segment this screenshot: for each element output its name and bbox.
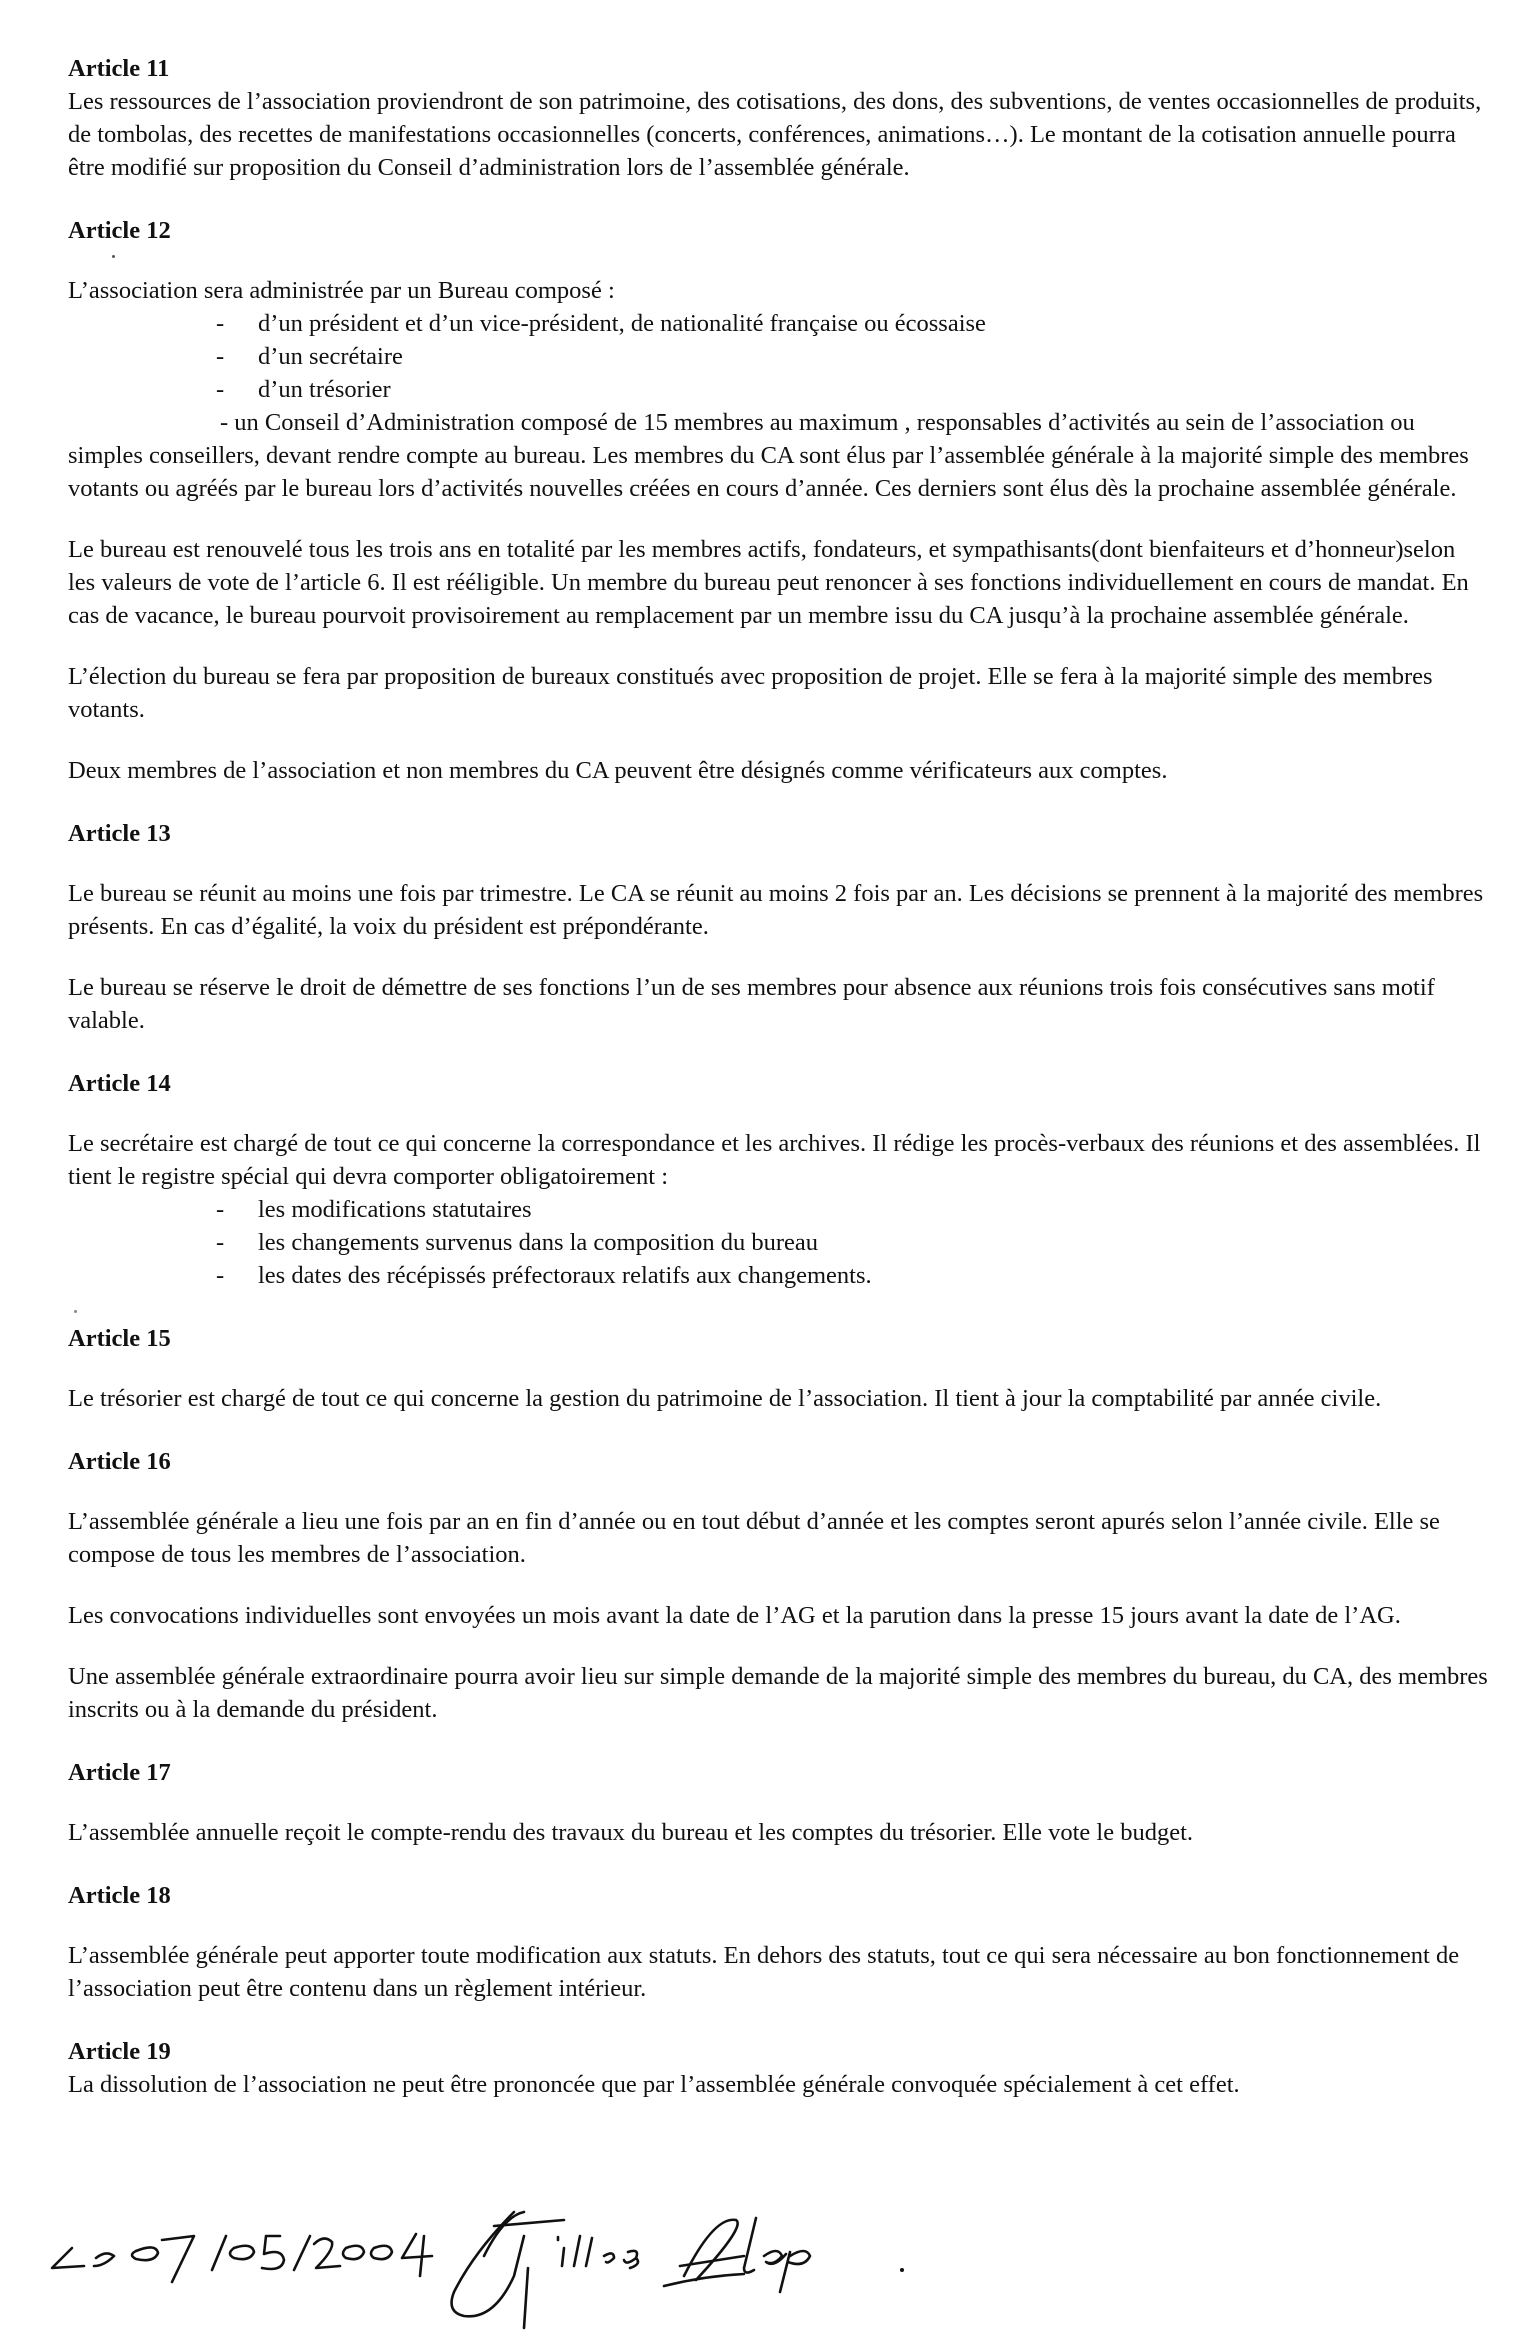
article-paragraph: Deux membres de l’association et non membres du CA peuvent être désignés comme vérificateurs aux comptes. <box>68 757 1168 784</box>
handwritten-name-gilles <box>452 2212 638 2328</box>
handwritten-date <box>52 2234 432 2282</box>
list-item: - d’un trésorier <box>68 373 1488 406</box>
article-19 <box>68 2035 1488 2101</box>
article-title: Article 12 <box>68 217 171 244</box>
article-title: Article 17 <box>68 1759 171 1786</box>
list-item: - les dates des récépissés préfectoraux relatifs aux changements. <box>68 1259 1488 1292</box>
article-paragraph: Le trésorier est chargé de tout ce qui concerne la gestion du patrimoine de l’association. Il tient à jour la comptabilité par année civile. <box>68 1385 1382 1412</box>
article-intro: Le secrétaire est chargé de tout ce qui concerne la correspondance et les archives. Il rédige les procès-verbaux des réunions et des assemblées. Il tient le registre spécial qui devra comporter obligatoirement : <box>68 1130 1481 1190</box>
ca-paragraph <box>68 406 1488 505</box>
article-title: Article 15 <box>68 1325 171 1352</box>
list-item: - les modifications statutaires <box>68 1193 1488 1226</box>
article-paragraph: La dissolution de l’association ne peut être prononcée que par l’assemblée générale convoquée spécialement à cet effet. <box>68 2071 1240 2098</box>
list-item: - d’un secrétaire <box>68 340 1488 373</box>
article-13 <box>68 817 1488 1037</box>
article-paragraph: Les ressources de l’association proviendront de son patrimoine, des cotisations, des dons, des subventions, de ventes occasionnelles de produits, de tombolas, des recettes de manifestations occasionnelles (concerts, conférences, animations…). Le montant de la cotisation annuelle pourra être modifié sur proposition du Conseil d’administration lors de l’assemblée générale. <box>68 88 1482 181</box>
handwritten-initials-alap <box>664 2218 810 2292</box>
list-item: - d’un président et d’un vice-président, de nationalité française ou écossaise <box>68 307 1488 340</box>
article-paragraph: L’assemblée annuelle reçoit le compte-rendu des travaux du bureau et les comptes du trésorier. Elle vote le budget. <box>68 1819 1194 1846</box>
article-title: Article 19 <box>68 2038 171 2065</box>
article-title: Article 14 <box>68 1070 171 1097</box>
handwritten-signatures <box>44 2196 944 2336</box>
article-title: Article 16 <box>68 1448 171 1475</box>
article-paragraph: L’assemblée générale peut apporter toute modification aux statuts. En dehors des statuts, tout ce qui sera nécessaire au bon fonctionnement de l’association peut être contenu dans un règlement intérieur. <box>68 1942 1460 2002</box>
register-contents-list <box>68 1193 1488 1292</box>
article-paragraph: Le bureau se réunit au moins une fois par trimestre. Le CA se réunit au moins 2 fois par an. Les décisions se prennent à la majorité des membres présents. En cas d’égalité, la voix du président est prépondérante. <box>68 880 1484 940</box>
article-paragraph: L’assemblée générale a lieu une fois par an en fin d’année ou en tout début d’année et les comptes seront apurés selon l’année civile. Elle se compose de tous les membres de l’association. <box>68 1508 1440 1568</box>
article-paragraph: Les convocations individuelles sont envoyées un mois avant la date de l’AG et la parution dans la presse 15 jours avant la date de l’AG. <box>68 1602 1401 1629</box>
article-18 <box>68 1879 1488 2005</box>
article-intro: L’association sera administrée par un Bureau composé : <box>68 277 615 304</box>
article-paragraph: Le bureau se réserve le droit de démettre de ses fonctions l’un de ses membres pour absence aux réunions trois fois consécutives sans motif valable. <box>68 974 1435 1034</box>
article-15 <box>68 1322 1488 1415</box>
article-title: Article 13 <box>68 820 171 847</box>
article-paragraph: Une assemblée générale extraordinaire pourra avoir lieu sur simple demande de la majorité simple des membres du bureau, du CA, des membres inscrits ou à la demande du président. <box>68 1663 1488 1723</box>
ca-paragraph-text: - un Conseil d’Administration composé de 15 membres au maximum , responsables d’activités au sein de l’association ou simples conseillers, devant rendre compte au bureau. Les membres du CA sont élus par l’assemblée générale à la majorité simple des membres votants ou agréés par le bureau lors d’activités nouvelles créées en cours d’année. Ces derniers sont élus dès la prochaine assemblée générale. <box>68 409 1469 502</box>
article-title: Article 11 <box>68 55 170 82</box>
article-11 <box>68 52 1488 184</box>
article-12 <box>68 214 1488 787</box>
article-paragraph: L’élection du bureau se fera par proposition de bureaux constitués avec proposition de projet. Elle se fera à la majorité simple des membres votants. <box>68 663 1433 723</box>
article-title: Article 18 <box>68 1882 171 1909</box>
article-16 <box>68 1445 1488 1726</box>
article-paragraph: Le bureau est renouvelé tous les trois ans en totalité par les membres actifs, fondateurs, et sympathisants(dont bienfaiteurs et d’honneur)selon les valeurs de vote de l’article 6. Il est rééligible. Un membre du bureau peut renoncer à ses fonctions individuellement en cours de mandat. En cas de vacance, le bureau pourvoit provisoirement au remplacement par un membre issu du CA jusqu’à la prochaine assemblée générale. <box>68 536 1469 629</box>
document-body <box>68 52 1488 2131</box>
article-17 <box>68 1756 1488 1849</box>
article-14 <box>68 1067 1488 1292</box>
list-item: - les changements survenus dans la composition du bureau <box>68 1226 1488 1259</box>
bureau-composition-list <box>68 307 1488 406</box>
